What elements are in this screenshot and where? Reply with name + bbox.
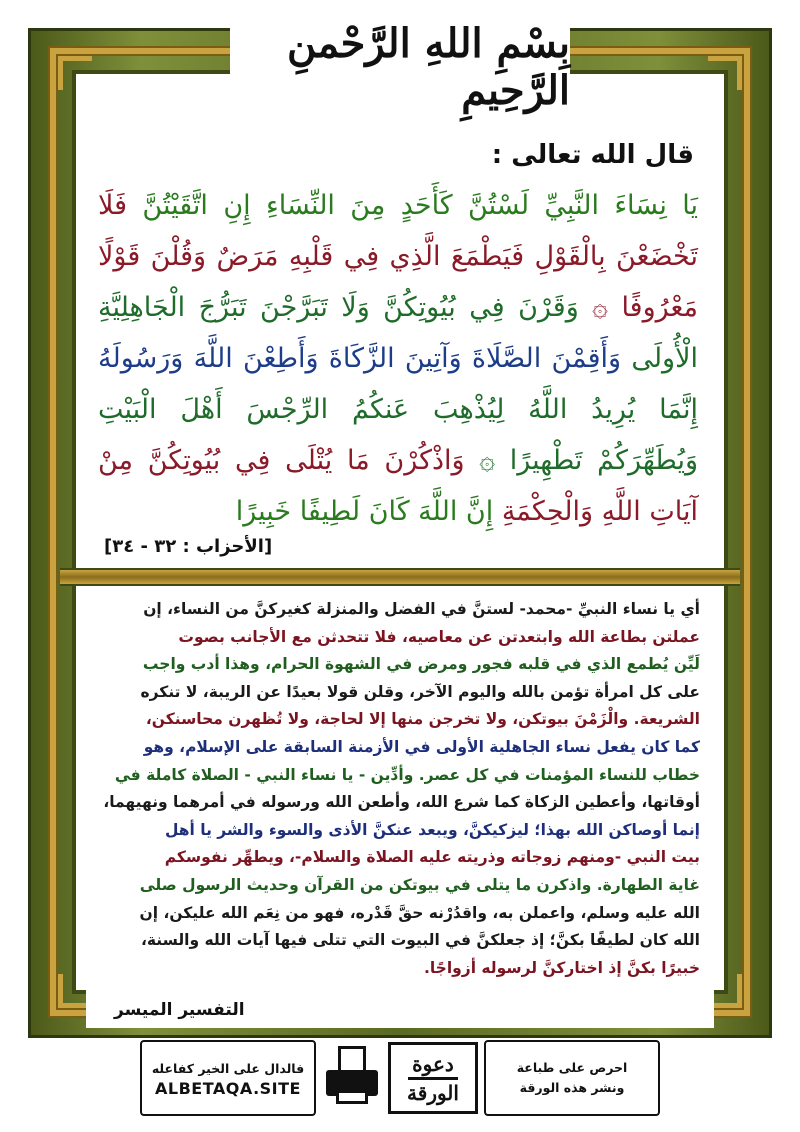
tafsir-line: عملتن بطاعة الله وابتعدتن عن معاصيه، فلا تتحدثن مع الأجانب بصوت: [178, 627, 700, 646]
footer-motto: فالدال على الخير كفاعله: [151, 1060, 305, 1076]
tafsir-line: الله كان لطيفًا بكنَّ؛ إذ جعلكنَّ في البيوت التي تتلى فيها آيات الله والسنة،: [140, 931, 700, 950]
tafsir-line: الشريعة. والْزَمْنَ بيوتكن، ولا تخرجن منها إلا لحاجة، ولا تُظهرن محاسنكن،: [145, 710, 700, 729]
tafsir-line: غاية الطهارة. واذكرن ما يتلى في بيوتكن من القرآن وحديث الرسول صلى: [139, 875, 700, 894]
print-note-line-2: ونشر هذه الورقة: [519, 1080, 625, 1095]
section-divider: [60, 568, 740, 586]
corner-ornament: [58, 56, 92, 90]
tafsir-panel: [86, 588, 714, 1028]
verse-segment: إِنَّمَا يُرِيدُ اللَّهُ لِيُذْهِبَ عَنكُمُ الرِّجْسَ أَهْلَ الْبَيْتِ وَيُطَهِّرَكُمْ تَطْهِيرًا ۞: [98, 394, 698, 476]
site-link[interactable]: ALBETAQA.SITE: [155, 1078, 301, 1098]
printer-icon: [326, 1046, 378, 1106]
tafsir-text: [100, 596, 700, 982]
intro-heading: قال الله تعالى :: [491, 140, 694, 170]
verse-panel: [86, 108, 714, 568]
footer: [140, 1040, 660, 1120]
tafsir-line: خطاب للنساء المؤمنات في كل عصر. وأدِّين - يا نساء النبي - الصلاة كاملة في: [114, 765, 700, 784]
corner-ornament: [708, 56, 742, 90]
quran-verse: [98, 180, 698, 537]
tafsir-line: على كل امرأة تؤمن بالله واليوم الآخر، وقلن قولا بعيدًا عن الريبة، لا تنكره: [140, 682, 700, 701]
footer-print-note: [484, 1040, 660, 1116]
tafsir-line: لَيِّن يُطمع الذي في قلبه فجور ومرض في الشهوة الحرام، وهذا أدب واجب: [142, 655, 700, 674]
tafsir-line: أوقاتها، وأعطين الزكاة كما شرع الله، وأطعن الله ورسوله في أمرهما ونهيهما،: [103, 793, 700, 812]
tafsir-line: إنما أوصاكن الله بهذا؛ ليزكيكنَّ، ويبعد عنكنَّ الأذى والسوء والشر يا أهل: [164, 820, 700, 839]
footer-site-box[interactable]: [140, 1040, 316, 1116]
tafsir-line: كما كان يفعل نساء الجاهلية الأولى في الأزمنة السابقة على الإسلام، وهو: [143, 737, 700, 756]
verse-segment: إِنَّ اللَّهَ كَانَ لَطِيفًا خَبِيرًا: [235, 496, 494, 527]
tafsir-line: الله عليه وسلم، واعملن به، واقدُرْنه حقَّ قَدْره، فهو من نِعَم الله عليكن، إن: [139, 903, 700, 922]
verse-segment: وَاذْكُرْنَ مَا يُتْلَى فِي بُيُوتِكُنَّ مِنْ آيَاتِ اللَّهِ وَالْحِكْمَةِ: [98, 445, 698, 527]
dawat-alwaraqa-logo: دعوة الورقة: [388, 1042, 478, 1114]
tafsir-line: بيت النبي -ومنهم زوجاته وذريته عليه الصلاة والسلام-، ويطهِّر نفوسكم: [164, 848, 700, 867]
tafsir-source: التفسير الميسر: [114, 1000, 245, 1020]
tafsir-line: أي يا نساء النبيِّ -محمد- لستنَّ في الفضل والمنزلة كغيركنَّ من النساء، إن: [143, 600, 700, 618]
verse-segment: يَا نِسَاءَ النَّبِيِّ لَسْتُنَّ كَأَحَدٍ مِنَ النِّسَاءِ إِنِ اتَّقَيْتُنَّ: [127, 190, 698, 221]
basmala-calligraphy: بِسْمِ اللهِ الرَّحْمنِ الرَّحِيمِ: [230, 22, 570, 112]
verse-citation: [الأحزاب : ٣٢ - ٣٤]: [104, 536, 273, 557]
tafsir-line: خبيرًا بكنَّ إذ اختاركنَّ لرسوله أزواجًا.: [423, 958, 700, 977]
print-note-line-1: احرص على طباعة: [516, 1060, 628, 1075]
verse-segment: وَأَقِمْنَ الصَّلَاةَ وَآتِينَ الزَّكَاةَ وَأَطِعْنَ اللَّهَ وَرَسُولَهُ: [98, 343, 622, 374]
verse-segment: وَقَرْنَ فِي بُيُوتِكُنَّ وَلَا تَبَرَّجْنَ تَبَرُّجَ الْجَاهِلِيَّةِ الْأُولَى: [98, 292, 698, 374]
verse-segment: فَلَا تَخْضَعْنَ بِالْقَوْلِ فَيَطْمَعَ الَّذِي فِي قَلْبِهِ مَرَضٌ وَقُلْنَ قَوْلًا مَعْرُوفًا ۞: [98, 190, 698, 323]
